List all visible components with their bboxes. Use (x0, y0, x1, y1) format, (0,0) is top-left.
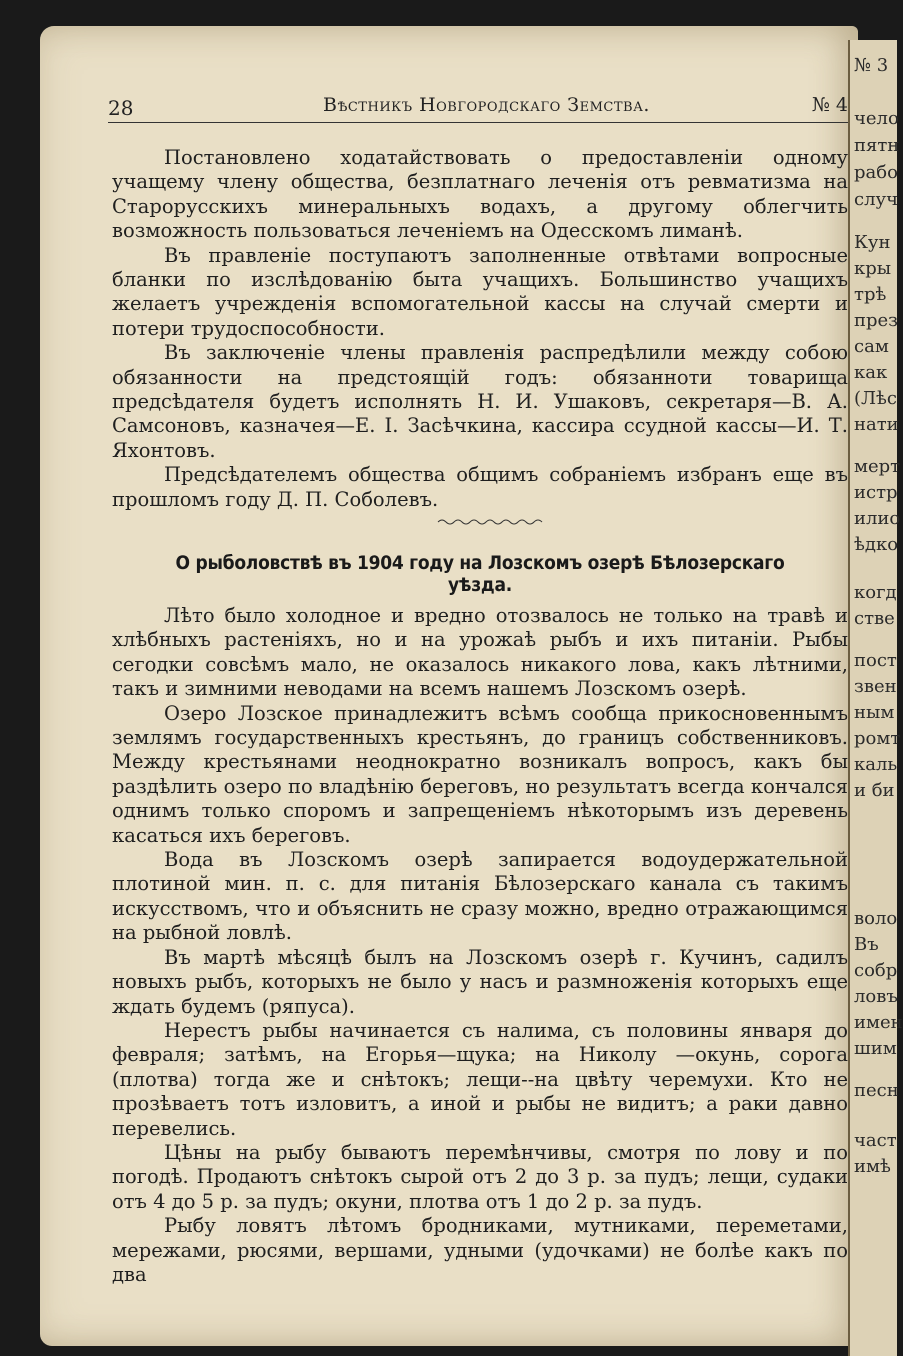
paragraph: Въ мартѣ мѣсяцѣ былъ на Лозскомъ озерѣ г. Кучинъ, садилъ новыхъ рыбъ, которыхъ не было у насъ и размноженія которыхъ еще ждать будемъ (ряпуса). (112, 945, 848, 1018)
article-title: О рыболовствѣ въ 1904 году на Лозскомъ озерѣ Бѣлозерскаго уѣзда. (175, 552, 785, 596)
running-header (108, 92, 848, 123)
adjacent-page-fragment: истр (854, 482, 898, 503)
page-number: 28 (108, 96, 134, 120)
adjacent-page-fragment: (Лѣс (854, 388, 897, 409)
adjacent-page-fragment: как (854, 362, 888, 383)
adjacent-page-fragment: Въ (854, 934, 879, 955)
paragraph: Озеро Лозское принадлежитъ всѣмъ сообща прикосновеннымъ землямъ государственныхъ крестьянъ, до границъ собственниковъ. Между крестьянами неоднократно возникалъ вопросъ, какъ бы раздѣлить озеро по владѣнію береговъ, но результатъ всегда кончался однимъ только споромъ и запрещеніемъ нѣкоторымъ изъ деревень касаться ихъ береговъ. (112, 701, 848, 847)
paragraph: Рыбу ловятъ лѣтомъ бродниками, мутниками, переметами, мережами, рюсями, вершами, удными (удочками) не болѣе какъ по два (112, 1214, 848, 1286)
paragraph: Въ правленіе поступаютъ заполненные отвѣтами вопросные бланки по изслѣдованію быта учащихъ. Большинство учащихъ желаетъ учрежденія вспомогательной кассы на случай смерти и потери трудоспособности. (112, 243, 848, 340)
adjacent-page-fragment: част (854, 1130, 897, 1151)
adjacent-page-fragment: № 3 (854, 55, 889, 76)
adjacent-page-fragment: нати (854, 414, 899, 435)
adjacent-page-fragment: имен (854, 1012, 903, 1033)
adjacent-page-fragment: ѣдко (854, 534, 899, 555)
adjacent-page-fragment: шим (854, 1038, 897, 1059)
adjacent-page-fragment: илио (854, 508, 901, 529)
adjacent-page-fragment: случ (854, 189, 899, 210)
ornamental-divider (438, 518, 542, 526)
adjacent-page-fragment: стве (854, 608, 895, 629)
adjacent-page-fragment: ловъ (854, 986, 898, 1007)
issue-number: № 4 (811, 94, 848, 116)
adjacent-page-fragment: рабо (854, 162, 898, 183)
paragraph: Вода въ Лозскомъ озерѣ запирается водоудержательной плотиной мин. п. с. для питанія Бѣлозерскаго канала съ такимъ искусствомъ, что и объяснить не сразу можно, вредно отражающимся на рыбной ловлѣ. (112, 848, 848, 945)
paragraph: Постановлено ходатайствовать о предоставленіи одному учащему члену общества, безплатнаго леченія отъ ревматизма на Старорусскихъ минеральныхъ водахъ, а другому облегчить возможность пользоваться леченіемъ на Одесскомъ лиманѣ. (112, 146, 848, 243)
article-text (112, 604, 848, 1287)
adjacent-page-fragment: и би (854, 780, 895, 801)
adjacent-page-fragment: Кун (854, 232, 891, 253)
adjacent-page-fragment: собр (854, 960, 898, 981)
adjacent-page-fragment: ным (854, 702, 895, 723)
adjacent-page-fragment: през (854, 310, 898, 331)
adjacent-page-fragment: ромт (854, 728, 901, 749)
adjacent-page-fragment: пост (854, 650, 897, 671)
adjacent-page-fragment: звен (854, 676, 897, 697)
adjacent-page-fragment: когд (854, 582, 897, 603)
adjacent-page-fragment: имѣ (854, 1156, 891, 1177)
journal-title: Вѣстникъ Новгородскаго Земства. (323, 94, 650, 116)
report-text (112, 146, 848, 512)
adjacent-page-fragment: трѣ (854, 284, 887, 305)
adjacent-page-edge (848, 40, 903, 1356)
adjacent-page-fragment: воло (854, 908, 898, 929)
adjacent-page-fragment: мерт (854, 456, 901, 477)
paragraph: Предсѣдателемъ общества общимъ собраніемъ избранъ еще въ прошломъ году Д. П. Соболевъ. (112, 463, 848, 511)
adjacent-page-fragment: сам (854, 336, 889, 357)
adjacent-page-fragment: пятн (854, 135, 900, 156)
paragraph: Лѣто было холодное и вредно отозвалось не только на травѣ и хлѣбныхъ растеніяхъ, но и на урожаѣ рыбъ и ихъ питаніи. Рыбы сегодки совсѣмъ мало, не оказалось никакого лова, какъ лѣтними, такъ и зимними неводами на всемъ нашемъ Лозскомъ озерѣ. (112, 604, 848, 701)
adjacent-page-fragment: песн (854, 1080, 899, 1101)
adjacent-page-fragment: каль (854, 754, 898, 775)
paragraph: Цѣны на рыбу бываютъ перемѣнчивы, смотря по лову и по погодѣ. Продаютъ снѣтокъ сырой отъ 2 до 3 р. за пудъ; лещи, судаки отъ 4 до 5 р. за пудъ; окуни, плотва отъ 1 до 2 р. за пудъ. (112, 1140, 848, 1213)
paragraph: Въ заключеніе члены правленія распредѣлили между собою обязанности на предстоящій годъ: обязанноти товарища предсѣдателя будетъ исполнять Н. И. Ушаковъ, секретаря—В. А. Самсоновъ, казначея—Е. І. Засѣчкина, кассира ссудной кассы—И. Т. Яхонтовъ. (112, 341, 848, 462)
adjacent-page-fragment: чело (854, 108, 899, 129)
paragraph: Нерестъ рыбы начинается съ налима, съ половины января до февраля; затѣмъ, на Егорья—щука; на Николу —окунь, сорога (плотва) тогда же и снѣтокъ; лещи--на цвѣту черемухи. Кто не прозѣваетъ тотъ изловитъ, а иной и рыбы не видитъ; а раки давно перевелись. (112, 1018, 848, 1140)
adjacent-page-fragment: кры (854, 258, 892, 279)
